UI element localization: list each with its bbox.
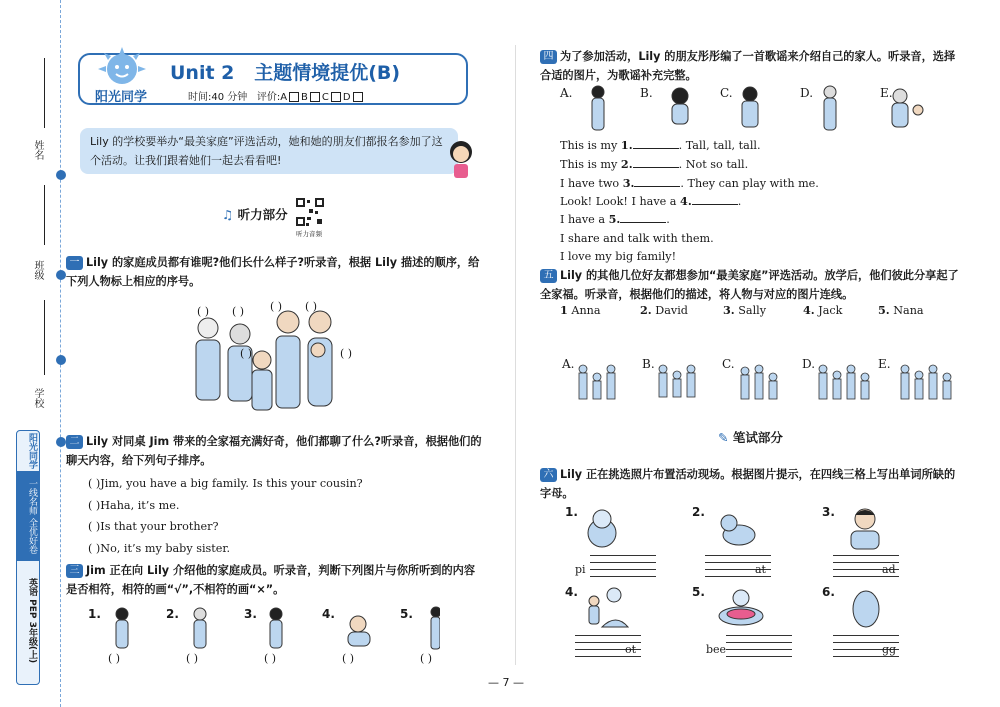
pig-icon xyxy=(582,505,622,550)
q3-label-1: 1. xyxy=(88,607,101,621)
q4-option-b: B. xyxy=(640,86,653,100)
q3-paren-1[interactable]: ( ) xyxy=(108,652,121,665)
q6-writing-lines-5[interactable] xyxy=(726,635,792,657)
q3-prompt: 三 Jim 正在向 Lily 介绍他的家庭成员。听录音，判断下列图片与你所听到的内容是否相符，相符的画“√”,不相符的画“×”。 xyxy=(66,564,476,596)
q5-option-e: E. xyxy=(878,357,891,371)
q4-blank-4[interactable] xyxy=(692,193,738,205)
binding-hole xyxy=(56,170,66,180)
q1-paren-2[interactable]: ( ) xyxy=(232,305,245,318)
binding-hole xyxy=(56,437,66,447)
q2-item-1[interactable]: ( )Jim, you have a big family. Is this your cousin? xyxy=(88,477,363,490)
q6-word-6-post: gg xyxy=(882,643,897,656)
q4-blank-2[interactable] xyxy=(633,156,679,168)
egg-icon xyxy=(850,588,882,630)
q2-prompt: 二 Lily 对同桌 Jim 带来的全家福充满好奇，他们都聊了什么?听录音，根据他们的聊天内容，给下列句子排序。 xyxy=(66,435,482,467)
grade-d: D xyxy=(342,92,351,103)
q5-family-photos xyxy=(575,355,975,407)
q6-word-5-pre: bee xyxy=(706,643,727,656)
q2-number: 二 xyxy=(66,435,83,449)
class-label: 班级 xyxy=(32,260,43,280)
q3-label-5: 5. xyxy=(400,607,413,621)
q5-name-4[interactable]: 4. Jack xyxy=(803,303,843,317)
q3-pictures xyxy=(110,606,440,652)
q5-number: 五 xyxy=(540,269,557,283)
cat-icon xyxy=(715,505,760,550)
q3-label-2: 2. xyxy=(166,607,179,621)
q4-line-7: I love my big family! xyxy=(560,250,677,263)
q6-label-4: 4. xyxy=(565,585,578,599)
q6-label-1: 1. xyxy=(565,505,578,519)
logo-sun-icon xyxy=(82,45,160,107)
time-rating xyxy=(188,88,365,103)
q6-label-6: 6. xyxy=(822,585,835,599)
spine-series: 一线名师 全优好卷 xyxy=(17,471,39,561)
q1-paren-3[interactable]: ( ) xyxy=(270,300,283,313)
class-line xyxy=(44,185,45,245)
spine-subject: 英语 PEP 3年级(上) xyxy=(27,578,37,664)
q5-prompt: 五 Lily 的其他几位好友都想参加“最美家庭”评选活动。放学后，他们彼此分享起了全家福。听录音，根据他们的描述，将人物与对应的图片连线。 xyxy=(540,269,959,301)
time-limit: 时间:40 分钟 xyxy=(188,92,248,103)
q6-word-1-pre: pi xyxy=(575,563,586,576)
q1-paren-5[interactable]: ( ) xyxy=(240,347,253,360)
q1-paren-4[interactable]: ( ) xyxy=(305,300,318,313)
grade-c: C xyxy=(321,92,329,103)
grade-b: B xyxy=(301,92,308,103)
q4-pictures xyxy=(580,84,930,132)
q5-name-1[interactable]: 1 Anna xyxy=(560,303,601,317)
q3-label-3: 3. xyxy=(244,607,257,621)
q6-label-2: 2. xyxy=(692,505,705,519)
q6-writing-lines-1[interactable] xyxy=(590,555,656,577)
q4-option-d: D. xyxy=(800,86,814,100)
q1-paren-6[interactable]: ( ) xyxy=(340,347,353,360)
q6-label-3: 3. xyxy=(822,505,835,519)
school-line xyxy=(44,300,45,375)
q3-paren-4[interactable]: ( ) xyxy=(342,652,355,665)
listening-heading: ♫ 听力部分 xyxy=(222,207,288,222)
q2-item-4[interactable]: ( )No, it’s my baby sister. xyxy=(88,542,231,555)
unit-topic: 主题情境提优(B) xyxy=(254,62,401,84)
q5-option-a: A. xyxy=(562,357,575,371)
q3-paren-3[interactable]: ( ) xyxy=(264,652,277,665)
q1-paren-1[interactable]: ( ) xyxy=(197,305,210,318)
q6-prompt: 六 Lily 正在挑选照片布置活动现场。根据图片提示，在四线三格上写出单词所缺的字母。 xyxy=(540,468,956,500)
q4-line-4: Look! Look! I have a 4. . xyxy=(560,194,742,208)
pen-icon: ✎ xyxy=(718,430,729,445)
qr-caption: 听力音频 xyxy=(296,230,322,238)
q4-blank-1[interactable] xyxy=(633,137,679,149)
grade-c-box[interactable] xyxy=(331,92,341,102)
page-number: — 7 — xyxy=(488,676,524,689)
q5-name-2[interactable]: 2. David xyxy=(640,303,688,317)
q4-line-3: I have two 3. . They can play with me. xyxy=(560,176,819,190)
q5-option-d: D. xyxy=(802,357,816,371)
column-divider xyxy=(515,45,516,665)
q4-blank-5[interactable] xyxy=(620,211,666,223)
grade-a-box[interactable] xyxy=(289,92,299,102)
q4-line-5: I have a 5. . xyxy=(560,212,670,226)
headphone-icon: ♫ xyxy=(222,207,234,222)
dad-icon xyxy=(845,505,885,550)
q4-line-2: This is my 2. . Not so tall. xyxy=(560,157,749,171)
name-line xyxy=(44,58,45,128)
q4-line-6: I share and talk with them. xyxy=(560,232,714,245)
qr-code-icon[interactable] xyxy=(295,197,325,227)
q2-item-2[interactable]: ( )Haha, it’s me. xyxy=(88,499,180,512)
grade-b-box[interactable] xyxy=(310,92,320,102)
intro-box: Lily 的学校要举办“最美家庭”评选活动，她和她的朋友们都报名参加了这个活动。让我们跟着她们一起去看看吧! xyxy=(80,128,458,174)
q4-number: 四 xyxy=(540,50,557,64)
girl-cartoon-icon xyxy=(446,140,476,182)
rating-label: 评价: xyxy=(256,92,281,103)
spine-brand: 阳光同学 xyxy=(27,433,37,469)
q3-number: 三 xyxy=(66,564,83,578)
q3-label-4: 4. xyxy=(322,607,335,621)
q6-number: 六 xyxy=(540,468,557,482)
logo-text: 阳光同学 xyxy=(94,90,148,105)
q5-option-b: B. xyxy=(642,357,655,371)
writing-heading: ✎ 笔试部分 xyxy=(718,430,783,445)
q4-option-a: A. xyxy=(560,86,573,100)
q5-name-5[interactable]: 5. Nana xyxy=(878,303,924,317)
q4-option-e: E. xyxy=(880,86,893,100)
grade-d-box[interactable] xyxy=(353,92,363,102)
hot-weather-icon xyxy=(580,585,630,630)
q4-prompt: 四 为了参加活动，Lily 的朋友彤彤编了一首歌谣来介绍自己的家人。听录音，选择合适的图片，为歌谣补充完整。 xyxy=(540,50,956,82)
q5-option-c: C. xyxy=(722,357,735,371)
q6-word-4-post: ot xyxy=(625,643,637,656)
beef-icon xyxy=(715,588,765,628)
school-label: 学校 xyxy=(32,388,43,408)
q4-option-c: C. xyxy=(720,86,733,100)
unit-number: Unit 2 xyxy=(170,62,235,84)
binding-hole xyxy=(56,270,66,280)
q4-blank-3[interactable] xyxy=(634,175,680,187)
binding-hole xyxy=(56,355,66,365)
q4-line-1: This is my 1. . Tall, tall, tall. xyxy=(560,138,761,152)
page-title xyxy=(170,58,400,85)
q1-number: 一 xyxy=(66,256,83,270)
q6-word-3-post: ad xyxy=(882,563,896,576)
q3-paren-2[interactable]: ( ) xyxy=(186,652,199,665)
q5-name-3[interactable]: 3. Sally xyxy=(723,303,767,317)
q1-prompt: 一 Lily 的家庭成员都有谁呢?他们长什么样子?听录音，根据 Lily 描述的顺序，给下列人物标上相应的序号。 xyxy=(66,256,480,288)
q3-paren-5[interactable]: ( ) xyxy=(420,652,433,665)
cut-line xyxy=(60,0,61,707)
spine-label xyxy=(16,430,40,685)
grade-a: A xyxy=(280,92,288,103)
q6-label-5: 5. xyxy=(692,585,705,599)
q6-word-2-post: at xyxy=(755,563,766,576)
q2-item-3[interactable]: ( )Is that your brother? xyxy=(88,520,219,533)
binding-strip xyxy=(0,0,70,707)
name-label: 姓名 xyxy=(32,140,43,160)
